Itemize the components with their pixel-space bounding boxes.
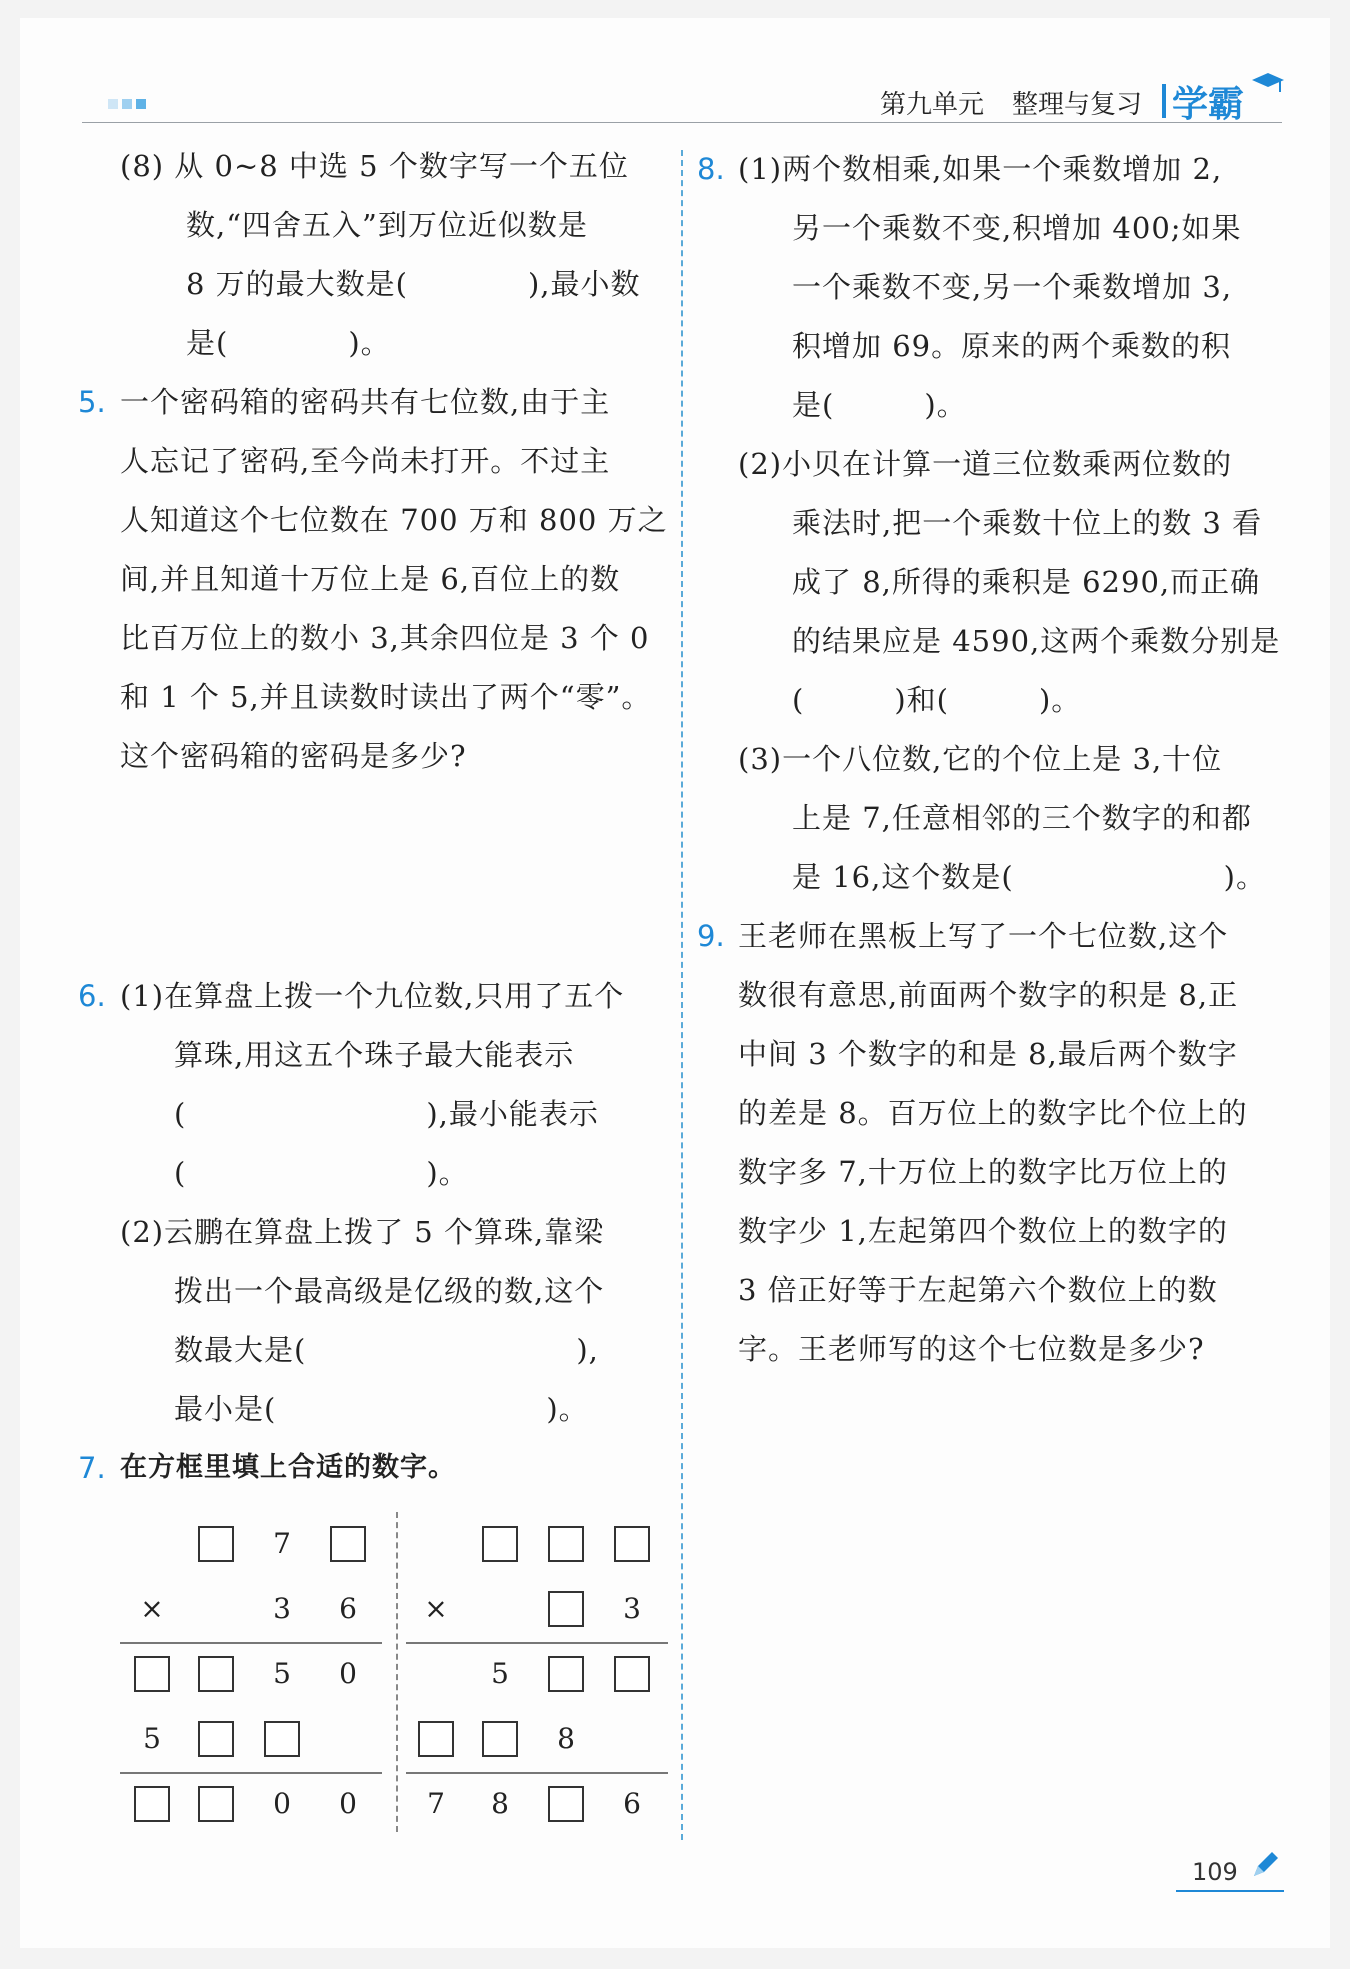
page-number: 109 (1192, 1858, 1238, 1886)
q6-line: ( )。 (174, 1156, 469, 1190)
sum-line (406, 1642, 668, 1644)
q8-line: (2)小贝在计算一道三位数乘两位数的 (738, 447, 1233, 481)
q8-line: 成了 8,所得的乘积是 6290,而正确 (792, 565, 1261, 599)
page-number-underline (1176, 1890, 1284, 1892)
column-divider (681, 150, 683, 1840)
q8-line: 的结果应是 4590,这两个乘数分别是 (792, 624, 1281, 658)
q8-line: 一个乘数不变,另一个乘数增加 3, (792, 270, 1233, 304)
times-sign: × (140, 1592, 164, 1625)
answer-box[interactable] (482, 1721, 518, 1757)
question-number: 6. (78, 979, 106, 1013)
graduation-cap-icon (1250, 70, 1286, 96)
sum-line (120, 1772, 382, 1774)
q9-line: 字。王老师写的这个七位数是多少? (738, 1332, 1205, 1366)
answer-box[interactable] (134, 1656, 170, 1692)
answer-box[interactable] (614, 1526, 650, 1562)
q5-line: 和 1 个 5,并且读数时读出了两个“零”。 (120, 680, 652, 714)
q4-8-line: 8 万的最大数是( ),最小数 (186, 267, 641, 301)
q8-line: (3)一个八位数,它的个位上是 3,十位 (738, 742, 1223, 776)
digit: 3 (623, 1592, 641, 1625)
digit: 6 (623, 1787, 641, 1820)
answer-box[interactable] (548, 1526, 584, 1562)
answer-box[interactable] (330, 1526, 366, 1562)
q9-line: 3 倍正好等于左起第六个数位上的数 (738, 1273, 1218, 1307)
answer-box[interactable] (198, 1786, 234, 1822)
header-rule (82, 122, 1282, 123)
brand-divider (1162, 84, 1166, 118)
digit: 7 (427, 1787, 445, 1820)
sum-line (120, 1642, 382, 1644)
digit: 5 (143, 1722, 161, 1755)
q4-8-line: (8) 从 0~8 中选 5 个数字写一个五位 (120, 149, 629, 183)
digit: 0 (339, 1657, 357, 1690)
q8-line: ( )和( )。 (792, 683, 1082, 717)
q9-line: 数很有意思,前面两个数字的积是 8,正 (738, 978, 1239, 1012)
puzzle-divider (396, 1512, 398, 1832)
q8-line: 另一个乘数不变,积增加 400;如果 (792, 211, 1242, 245)
question-number: 5. (78, 385, 106, 419)
q6-line: (2)云鹏在算盘上拨了 5 个算珠,靠梁 (120, 1215, 605, 1249)
q5-line: 比百万位上的数小 3,其余四位是 3 个 0 (120, 621, 650, 655)
q8-line: 是( )。 (792, 388, 967, 422)
answer-box[interactable] (548, 1591, 584, 1627)
q5-line: 人知道这个七位数在 700 万和 800 万之 (120, 503, 668, 537)
sum-line (406, 1772, 668, 1774)
times-sign: × (424, 1592, 448, 1625)
q8-line: 上是 7,任意相邻的三个数字的和都 (792, 801, 1252, 835)
q6-line: 最小是( )。 (174, 1392, 589, 1426)
q8-line: 是 16,这个数是( )。 (792, 860, 1266, 894)
digit: 0 (273, 1787, 291, 1820)
pencil-icon (1248, 1848, 1282, 1882)
q6-line: 数最大是( ), (174, 1333, 599, 1367)
q4-8-line: 是( )。 (186, 326, 391, 360)
q5-line: 间,并且知道十万位上是 6,百位上的数 (120, 562, 621, 596)
digit: 3 (273, 1592, 291, 1625)
q5-line: 人忘记了密码,至今尚未打开。不过主 (120, 444, 611, 478)
digit: 5 (491, 1657, 509, 1690)
question-number: 7. (78, 1451, 106, 1485)
digit: 8 (491, 1787, 509, 1820)
question-number: 9. (697, 919, 725, 953)
header-title (880, 84, 1142, 121)
q8-line: (1)两个数相乘,如果一个乘数增加 2, (738, 152, 1223, 186)
q8-line: 积增加 69。原来的两个乘数的积 (792, 329, 1232, 363)
digit: 7 (273, 1527, 291, 1560)
q6-line: 算珠,用这五个珠子最大能表示 (174, 1038, 575, 1072)
digit: 8 (557, 1722, 575, 1755)
answer-box[interactable] (198, 1656, 234, 1692)
answer-box[interactable] (264, 1721, 300, 1757)
answer-box[interactable] (134, 1786, 170, 1822)
q9-line: 中间 3 个数字的和是 8,最后两个数字 (738, 1037, 1238, 1071)
answer-box[interactable] (548, 1656, 584, 1692)
brand-logo: 学霸 (1172, 84, 1245, 125)
digit: 5 (273, 1657, 291, 1690)
q6-line: 拨出一个最高级是亿级的数,这个 (174, 1274, 605, 1308)
q7-title: 在方框里填上合适的数字。 (120, 1452, 456, 1483)
q4-8-line: 数,“四舍五入”到万位近似数是 (186, 208, 588, 242)
q5-line: 这个密码箱的密码是多少? (120, 739, 467, 773)
header-decoration (108, 94, 150, 113)
section-label: 整理与复习 (1012, 90, 1143, 120)
q6-line: (1)在算盘上拨一个九位数,只用了五个 (120, 979, 625, 1013)
answer-box[interactable] (482, 1526, 518, 1562)
answer-box[interactable] (198, 1526, 234, 1562)
q9-line: 数字少 1,左起第四个数位上的数字的 (738, 1214, 1228, 1248)
q5-line: 一个密码箱的密码共有七位数,由于主 (120, 385, 611, 419)
answer-box[interactable] (548, 1786, 584, 1822)
answer-box[interactable] (418, 1721, 454, 1757)
unit-label: 第九单元 (880, 90, 985, 120)
question-number: 8. (697, 152, 725, 186)
digit: 0 (339, 1787, 357, 1820)
digit: 6 (339, 1592, 357, 1625)
answer-box[interactable] (614, 1656, 650, 1692)
q9-line: 数字多 7,十万位上的数字比万位上的 (738, 1155, 1228, 1189)
answer-box[interactable] (198, 1721, 234, 1757)
q9-line: 王老师在黑板上写了一个七位数,这个 (738, 919, 1229, 953)
q9-line: 的差是 8。百万位上的数字比个位上的 (738, 1096, 1248, 1130)
q6-line: ( ),最小能表示 (174, 1097, 599, 1131)
q8-line: 乘法时,把一个乘数十位上的数 3 看 (792, 506, 1263, 540)
